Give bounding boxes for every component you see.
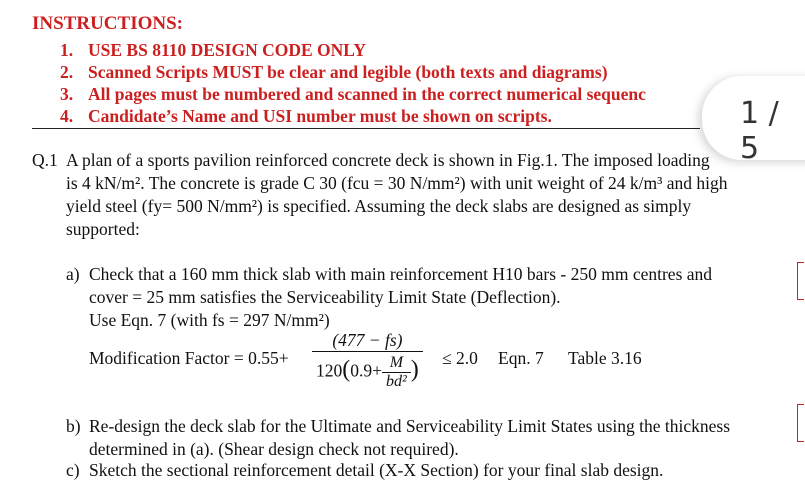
instruction-text: USE BS 8110 DESIGN CODE ONLY bbox=[88, 40, 366, 60]
part-b-label: b) bbox=[66, 416, 81, 436]
instruction-item-2 bbox=[60, 62, 608, 83]
instructions-title: INSTRUCTIONS: bbox=[32, 13, 183, 34]
inner-denominator: bd² bbox=[382, 372, 411, 391]
question-intro-line-1: A plan of a sports pavilion reinforced concrete deck is shown in Fig.1. The imposed loading bbox=[66, 150, 710, 170]
inner-fraction bbox=[382, 354, 411, 391]
header-divider bbox=[32, 128, 700, 129]
instruction-number: 2. bbox=[60, 62, 74, 82]
denominator-inner: 0.9+ bbox=[350, 360, 382, 381]
fraction bbox=[312, 330, 423, 391]
instruction-item-1 bbox=[60, 40, 366, 61]
part-c-label: c) bbox=[66, 460, 80, 480]
instruction-item-3 bbox=[60, 84, 710, 105]
part-a-line-1: Check that a 160 mm thick slab with main reinforcement H10 bars - 250 mm centres and bbox=[89, 264, 713, 284]
part-a-label: a) bbox=[66, 264, 80, 284]
instruction-number: 4. bbox=[60, 106, 74, 126]
instruction-text: Scanned Scripts MUST be clear and legible (both texts and diagrams) bbox=[88, 62, 608, 82]
part-a-line-2: cover = 25 mm satisfies the Serviceability Limit State (Deflection). bbox=[89, 287, 561, 307]
equation-rhs: ≤ 2.0 bbox=[442, 348, 478, 368]
question-intro-line-4: supported: bbox=[66, 219, 140, 239]
fraction-numerator: (477 − fs) bbox=[332, 330, 403, 350]
edge-marker bbox=[797, 404, 804, 442]
question-label: Q.1 bbox=[32, 150, 58, 170]
modification-factor-fraction bbox=[312, 330, 423, 391]
instruction-number: 1. bbox=[60, 40, 74, 60]
edge-marker bbox=[797, 262, 804, 300]
table-reference: Table 3.16 bbox=[568, 348, 642, 368]
instruction-item-4 bbox=[60, 106, 552, 127]
part-b-line-2: determined in (a). (Shear design check not required). bbox=[89, 439, 459, 459]
instruction-text: Candidate’s Name and USI number must be shown on scripts. bbox=[88, 106, 552, 126]
part-b-line-1: Re-design the deck slab for the Ultimate and Serviceability Limit States using the thickness bbox=[89, 416, 731, 436]
part-c-line-1: Sketch the sectional reinforcement detail (X-X Section) for your final slab design. bbox=[89, 460, 664, 480]
fraction-denominator: 120(0.9+ $\frac{M}{\text{bd²}}$ ) bbox=[312, 351, 423, 391]
page-indicator: 1 / 5 bbox=[740, 96, 779, 166]
instruction-text: All pages must be numbered and scanned in the correct numerical sequenc bbox=[88, 84, 646, 104]
instruction-number: 3. bbox=[60, 84, 74, 104]
question-intro-line-3: yield steel (fy= 500 N/mm²) is specified. Assuming the deck slabs are designed as simply bbox=[66, 196, 692, 216]
question-intro-line-2: is 4 kN/m². The concrete is grade C 30 (fcu = 30 N/mm²) with unit weight of 24 k/m³ and high bbox=[66, 173, 728, 193]
inner-numerator: M bbox=[389, 354, 404, 371]
equation-lhs: Modification Factor = 0.55+ bbox=[89, 348, 289, 368]
part-a-line-3: Use Eqn. 7 (with fs = 297 N/mm²) bbox=[89, 310, 330, 330]
equation-reference: Eqn. 7 bbox=[498, 348, 544, 368]
denominator-prefix: 120 bbox=[316, 360, 343, 381]
